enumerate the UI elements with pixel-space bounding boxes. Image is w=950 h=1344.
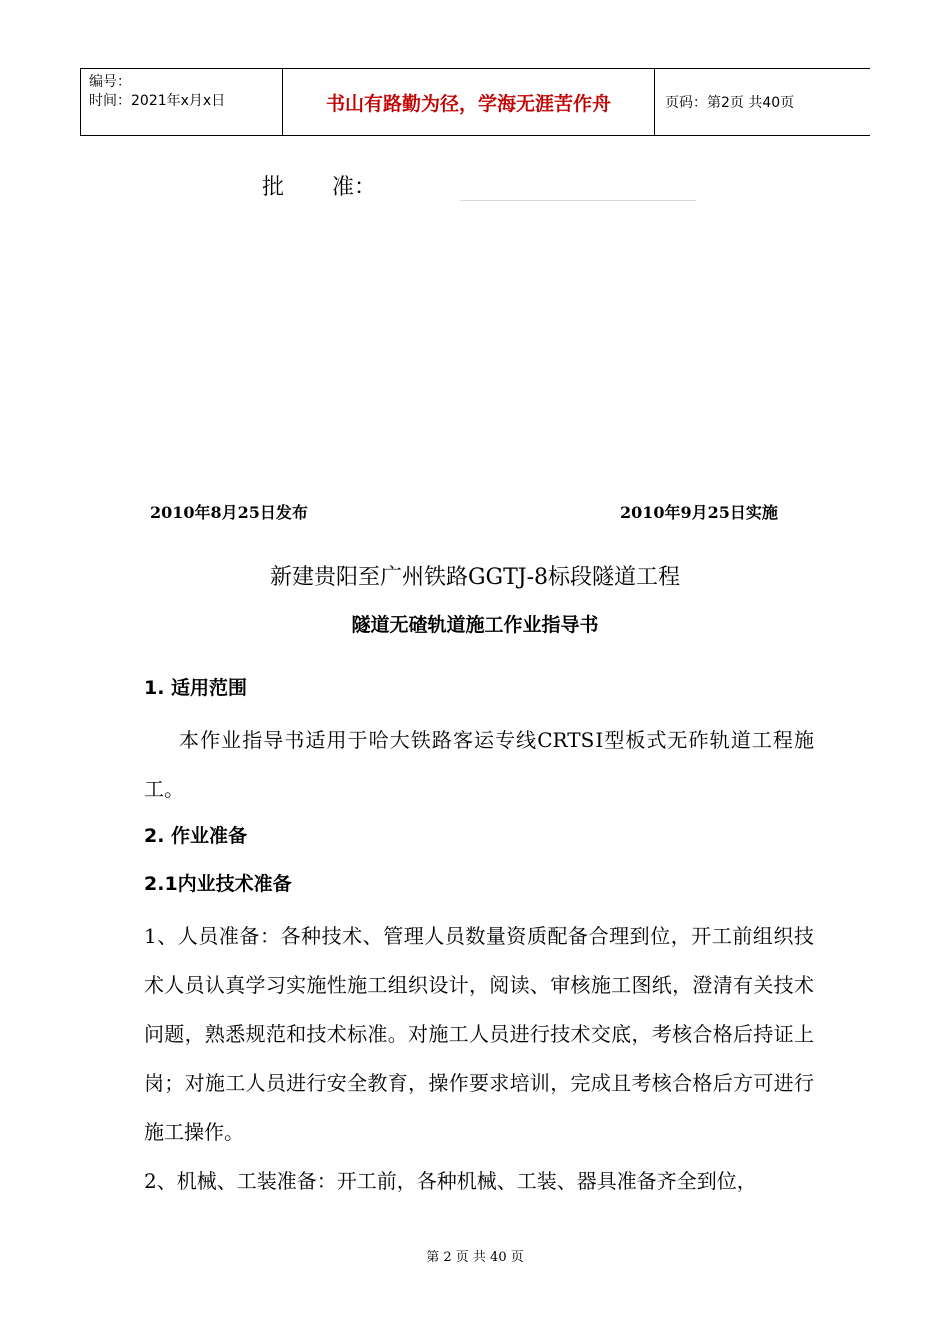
section-1-text: 本作业指导书适用于哈大铁路客运专线CRTSⅠ型板式无砟轨道工程施工。 — [144, 728, 814, 801]
section-2-1-heading: 2.1内业技术准备 — [144, 873, 292, 895]
project-title: 新建贵阳至广州铁路GGTJ-8标段隧道工程 — [269, 565, 681, 590]
header-meta — [80, 69, 282, 135]
header-table — [80, 68, 870, 136]
document-title: 隧道无碴轨道施工作业指导书 — [351, 614, 599, 636]
document-body — [144, 668, 814, 1206]
header-motto: 书山有路勤为径，学海无涯苦作舟 — [282, 69, 655, 135]
publish-date: 2010年8月25日发布 — [150, 503, 308, 522]
page-footer: 第 2 页 共 40 页 — [426, 1250, 524, 1265]
section-1-heading: 1. 适用范围 — [144, 677, 248, 699]
approval-label-1: 批 — [262, 175, 285, 200]
item-2-text: 2、机械、工装准备：开工前，各种机械、工装、器具准备齐全到位， — [144, 1169, 757, 1193]
approval-label — [262, 170, 376, 201]
implement-date: 2010年9月25日实施 — [620, 503, 778, 522]
item-1-text: 1、人员准备：各种技术、管理人员数量资质配备合理到位，开工前组织技术人员认真学习实施性施工组织设计，阅读、审核施工图纸，澄清有关技术问题，熟悉规范和技术标准。对施工人员进行技术交底，考核合格后持证上岗；对施工人员进行安全教育，操作要求培训，完成且考核合格后方可进行施工操作。 — [144, 924, 814, 1144]
header-page-info: 页码：第2页 共40页 — [665, 95, 795, 111]
number-label: 编号： — [89, 74, 131, 90]
approval-signature-line — [460, 200, 696, 201]
time-label: 时间：2021年x月x日 — [89, 93, 226, 109]
approval-label-2: 准： — [332, 175, 377, 200]
section-2-heading: 2. 作业准备 — [144, 825, 248, 847]
